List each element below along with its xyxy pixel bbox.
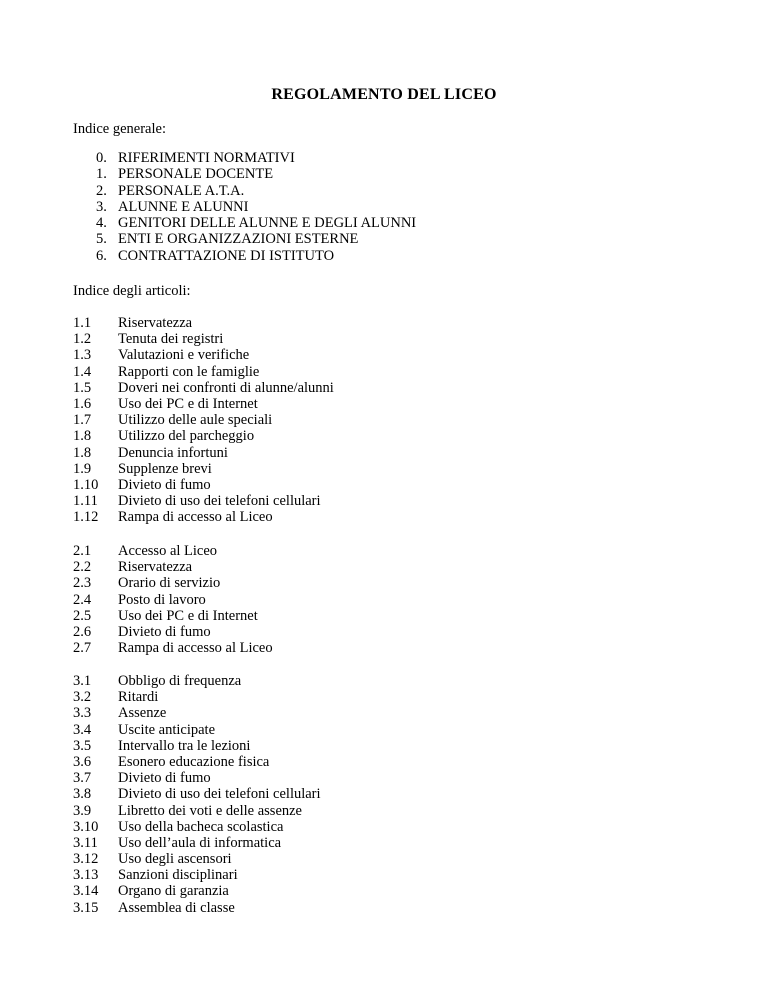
article-number: 1.2 xyxy=(73,331,92,348)
article-item xyxy=(73,754,321,770)
article-label: Intervallo tra le lezioni xyxy=(118,737,251,754)
article-label: Ritardi xyxy=(118,689,159,706)
toc-item xyxy=(96,231,416,247)
article-item xyxy=(73,461,334,477)
article-label: Obbligo di frequenza xyxy=(118,673,242,689)
toc-label: PERSONALE A.T.A. xyxy=(118,182,245,199)
article-number: 3.6 xyxy=(73,753,92,770)
article-label: Divieto di uso dei telefoni cellulari xyxy=(118,786,321,803)
article-label: Tenuta dei registri xyxy=(118,331,224,348)
article-item xyxy=(73,608,273,624)
toc-label: ENTI E ORGANIZZAZIONI ESTERNE xyxy=(118,231,359,248)
article-number: 1.11 xyxy=(73,493,98,510)
article-item xyxy=(73,803,321,819)
article-label: Doveri nei confronti di alunne/alunni xyxy=(118,379,334,396)
article-item xyxy=(73,640,273,656)
article-item xyxy=(73,835,321,851)
article-item xyxy=(73,689,321,705)
article-number: 1.7 xyxy=(73,412,92,429)
article-label: Organo di garanzia xyxy=(118,883,229,900)
article-number: 2.3 xyxy=(73,575,92,592)
article-item xyxy=(73,543,273,559)
article-item xyxy=(73,493,334,509)
toc-item xyxy=(96,166,416,182)
article-number: 3.11 xyxy=(73,834,98,851)
article-item xyxy=(73,851,321,867)
general-index-label: Indice generale: xyxy=(73,121,166,137)
article-item xyxy=(73,819,321,835)
article-number: 3.9 xyxy=(73,802,92,819)
article-number: 3.8 xyxy=(73,786,92,803)
article-number: 1.5 xyxy=(73,379,92,396)
article-number: 1.12 xyxy=(73,509,99,526)
toc-number: 1. xyxy=(96,166,107,183)
toc-label: ALUNNE E ALUNNI xyxy=(118,198,249,215)
article-number: 3.7 xyxy=(73,770,92,787)
article-number: 3.4 xyxy=(73,721,92,738)
article-label: Accesso al Liceo xyxy=(118,543,218,559)
article-label: Posto di lavoro xyxy=(118,591,206,608)
article-label: Rampa di accesso al Liceo xyxy=(118,640,273,657)
article-item xyxy=(73,770,321,786)
general-index-list xyxy=(96,150,416,264)
article-label: Riservatezza xyxy=(118,315,193,331)
article-number: 1.8 xyxy=(73,444,92,461)
toc-item xyxy=(96,183,416,199)
article-number: 2.4 xyxy=(73,591,92,608)
article-label: Sanzioni disciplinari xyxy=(118,867,238,884)
article-item xyxy=(73,867,321,883)
article-number: 1.10 xyxy=(73,476,99,493)
article-item xyxy=(73,624,273,640)
article-label: Uso dei PC e di Internet xyxy=(118,607,258,624)
toc-label: RIFERIMENTI NORMATIVI xyxy=(118,150,295,166)
article-item xyxy=(73,786,321,802)
article-group-1 xyxy=(73,315,334,525)
articles-index-label: Indice degli articoli: xyxy=(73,283,191,299)
article-item xyxy=(73,380,334,396)
article-item xyxy=(73,331,334,347)
article-label: Rampa di accesso al Liceo xyxy=(118,509,273,526)
toc-item xyxy=(96,248,416,264)
article-number: 1.6 xyxy=(73,395,92,412)
article-item xyxy=(73,722,321,738)
article-label: Rapporti con le famiglie xyxy=(118,363,260,380)
toc-item xyxy=(96,150,416,166)
article-item xyxy=(73,738,321,754)
article-item xyxy=(73,428,334,444)
article-item xyxy=(73,575,273,591)
article-item xyxy=(73,445,334,461)
article-number: 2.5 xyxy=(73,607,92,624)
article-item xyxy=(73,559,273,575)
article-label: Utilizzo del parcheggio xyxy=(118,428,255,445)
article-number: 3.13 xyxy=(73,867,99,884)
article-number: 3.2 xyxy=(73,689,92,706)
article-label: Denuncia infortuni xyxy=(118,444,228,461)
toc-number: 5. xyxy=(96,231,107,248)
article-number: 1.8 xyxy=(73,428,92,445)
article-item xyxy=(73,347,334,363)
article-number: 3.14 xyxy=(73,883,99,900)
article-item xyxy=(73,364,334,380)
article-item xyxy=(73,315,334,331)
article-number: 2.7 xyxy=(73,640,92,657)
article-item xyxy=(73,592,273,608)
article-item xyxy=(73,396,334,412)
article-label: Libretto dei voti e delle assenze xyxy=(118,802,302,819)
article-item xyxy=(73,705,321,721)
article-number: 1.4 xyxy=(73,363,92,380)
article-number: 1.9 xyxy=(73,460,92,477)
toc-number: 4. xyxy=(96,215,107,232)
document-title: REGOLAMENTO DEL LICEO xyxy=(271,86,497,103)
article-label: Divieto di uso dei telefoni cellulari xyxy=(118,493,321,510)
article-group-2 xyxy=(73,543,273,656)
article-number: 3.10 xyxy=(73,818,99,835)
article-label: Riservatezza xyxy=(118,559,193,576)
toc-item xyxy=(96,215,416,231)
article-label: Uso dei PC e di Internet xyxy=(118,395,258,412)
article-label: Divieto di fumo xyxy=(118,476,211,493)
article-label: Uso degli ascensori xyxy=(118,851,232,868)
article-label: Valutazioni e verifiche xyxy=(118,347,250,364)
article-label: Utilizzo delle aule speciali xyxy=(118,412,273,429)
toc-number: 0. xyxy=(96,150,107,166)
article-number: 3.12 xyxy=(73,851,99,868)
toc-label: GENITORI DELLE ALUNNE E DEGLI ALUNNI xyxy=(118,215,417,232)
toc-label: PERSONALE DOCENTE xyxy=(118,166,274,183)
article-item xyxy=(73,883,321,899)
article-number: 2.6 xyxy=(73,623,92,640)
article-label: Esonero educazione fisica xyxy=(118,753,270,770)
toc-number: 2. xyxy=(96,182,107,199)
toc-label: CONTRATTAZIONE DI ISTITUTO xyxy=(118,247,335,264)
article-item xyxy=(73,412,334,428)
article-number: 3.1 xyxy=(73,673,92,689)
article-label: Uscite anticipate xyxy=(118,721,216,738)
article-number: 2.1 xyxy=(73,543,92,559)
article-group-3 xyxy=(73,673,321,916)
article-number: 1.3 xyxy=(73,347,92,364)
toc-number: 6. xyxy=(96,247,107,264)
toc-item xyxy=(96,199,416,215)
article-item xyxy=(73,673,321,689)
article-label: Uso dell’aula di informatica xyxy=(118,834,282,851)
article-number: 3.3 xyxy=(73,705,92,722)
article-label: Divieto di fumo xyxy=(118,623,211,640)
toc-number: 3. xyxy=(96,198,107,215)
article-item xyxy=(73,900,321,916)
article-label: Uso della bacheca scolastica xyxy=(118,818,284,835)
article-number: 1.1 xyxy=(73,315,92,331)
article-label: Supplenze brevi xyxy=(118,460,212,477)
article-label: Assemblea di classe xyxy=(118,899,235,916)
article-number: 2.2 xyxy=(73,559,92,576)
article-label: Divieto di fumo xyxy=(118,770,211,787)
article-label: Orario di servizio xyxy=(118,575,221,592)
article-item xyxy=(73,509,334,525)
article-number: 3.5 xyxy=(73,737,92,754)
article-item xyxy=(73,477,334,493)
article-number: 3.15 xyxy=(73,899,99,916)
article-label: Assenze xyxy=(118,705,167,722)
